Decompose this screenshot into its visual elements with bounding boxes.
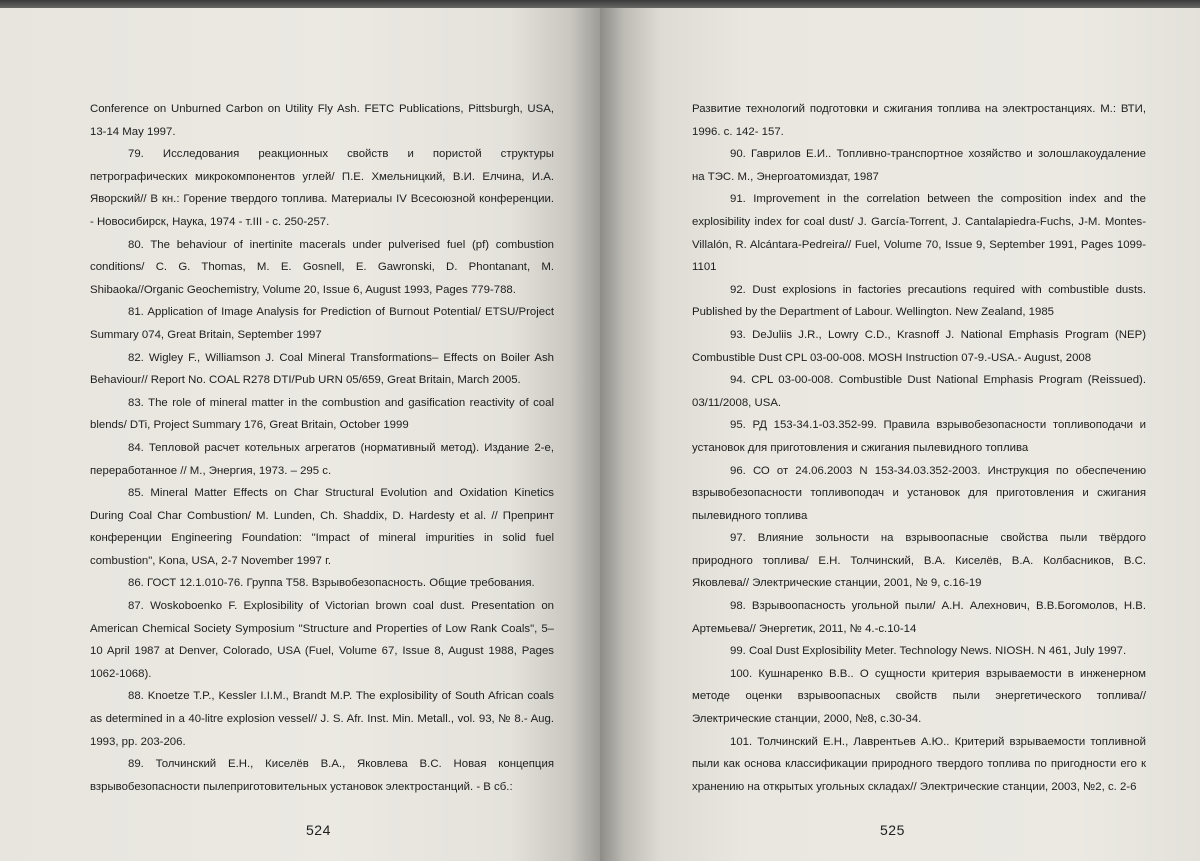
reference-85: 85. Mineral Matter Effects on Char Structural Evolution and Oxidation Kinetics During Coal Char Combustion/ M. Lunden, Ch. Shaddix, D. Hardesty et al. // Препринт конференции Engineering Foundation: "Impact of mineral impurities in solid fuel combustion", Kona, USA, 2-7 November 1997 г. (90, 482, 554, 572)
page-number: 525 (880, 822, 905, 838)
reference-100: 100. Кушнаренко В.В.. О сущности критерия взрываемости в инженерном методе оценки взрывоопасных свойств пыли энергетического топлива// Электрические станции, 2000, №8, с.30-34. (692, 663, 1146, 731)
reference-92: 92. Dust explosions in factories precautions required with combustible dusts. Published by the Department of Labour. Wellington. New Zealand, 1985 (692, 279, 1146, 324)
reference-93: 93. DeJuliis J.R., Lowry C.D., Krasnoff J. National Emphasis Program (NEP) Combustible Dust CPL 03-00-008. MOSH Instruction 07-9.-USA.- August, 2008 (692, 324, 1146, 369)
reference-95: 95. РД 153-34.1-03.352-99. Правила взрывобезопасности топливоподачи и установок для приготовления и сжигания пылевидного топлива (692, 414, 1146, 459)
reference-94: 94. CPL 03-00-008. Combustible Dust National Emphasis Program (Reissued). 03/11/2008, USA. (692, 369, 1146, 414)
reference-96: 96. СО от 24.06.2003 N 153-34.03.352-2003. Инструкция по обеспечению взрывобезопасности топливоподач и установок для приготовления и сжигания пылевидного топлива (692, 460, 1146, 528)
reference-88: 88. Knoetze T.P., Kessler I.I.M., Brandt M.P. The explosibility of South African coals as determined in a 40-litre explosion vessel// J. S. Afr. Inst. Min. Metall., vol. 93, № 8.- Aug. 1993, pp. 203-206. (90, 685, 554, 753)
right-page-text (692, 98, 1146, 798)
reference-continuation: Развитие технологий подготовки и сжигания топлива на электростанциях. М.: ВТИ, 1996. с. 142- 157. (692, 98, 1146, 143)
reference-99: 99. Coal Dust Explosibility Meter. Technology News. NIOSH. N 461, July 1997. (692, 640, 1146, 663)
reference-80: 80. The behaviour of inertinite macerals under pulverised fuel (pf) combustion conditions/ C. G. Thomas, M. E. Gosnell, E. Gawronski, D. Phontanant, M. Shibaoka//Organic Geochemistry, Volume 20, Issue 6, August 1993, Pages 779-788. (90, 234, 554, 302)
reference-101: 101. Толчинский Е.Н., Лаврентьев А.Ю.. Критерий взрываемости топливной пыли как основа классификации природного твердого топлива по пригодности его к хранению на открытых угольных складах// Электрические станции, 2003, №2, с. 2-6 (692, 731, 1146, 799)
reference-97: 97. Влияние зольности на взрывоопасные свойства пыли твёрдого природного топлива/ Е.Н. Толчинский, В.А. Киселёв, В.А. Колбасников, В.С. Яковлева// Электрические станции, 2001, № 9, с.16-19 (692, 527, 1146, 595)
left-page (0, 8, 600, 861)
reference-continuation: Conference on Unburned Carbon on Utility Fly Ash. FETC Publications, Pittsburgh, USA, 13-14 May 1997. (90, 98, 554, 143)
reference-98: 98. Взрывоопасность угольной пыли/ А.Н. Алехнович, В.В.Богомолов, Н.В. Артемьева// Энергетик, 2011, № 4.-с.10-14 (692, 595, 1146, 640)
reference-81: 81. Application of Image Analysis for Prediction of Burnout Potential/ ETSU/Project Summary 074, Great Britain, September 1997 (90, 301, 554, 346)
reference-82: 82. Wigley F., Williamson J. Coal Mineral Transformations– Effects on Boiler Ash Behaviour// Report No. COAL R278 DTI/Pub URN 05/659, Great Britain, March 2005. (90, 347, 554, 392)
reference-86: 86. ГОСТ 12.1.010-76. Группа Т58. Взрывобезопасность. Общие требования. (90, 572, 554, 595)
reference-84: 84. Тепловой расчет котельных агрегатов (нормативный метод). Издание 2-е, переработанное // М., Энергия, 1973. – 295 с. (90, 437, 554, 482)
reference-83: 83. The role of mineral matter in the combustion and gasification reactivity of coal blends/ DTi, Project Summary 176, Great Britain, October 1999 (90, 392, 554, 437)
reference-87: 87. Woskoboenko F. Explosibility of Victorian brown coal dust. Presentation on American Chemical Society Symposium "Structure and Properties of Low Rank Coals", 5–10 April 1987 at Denver, Colorado, USA (Fuel, Volume 67, Issue 8, August 1988, Pages 1062-1068). (90, 595, 554, 685)
reference-90: 90. Гаврилов Е.И.. Топливно-транспортное хозяйство и золошлакоудаление на ТЭС. М., Энергоатомиздат, 1987 (692, 143, 1146, 188)
reference-89: 89. Толчинский Е.Н., Киселёв В.А., Яковлева В.С. Новая концепция взрывобезопасности пылеприготовительных установок электростанций. - В сб.: (90, 753, 554, 798)
reference-91: 91. Improvement in the correlation between the composition index and the explosibility index for coal dust/ J. García-Torrent, J. Cantalapiedra-Fuchs, J-M. Montes-Villalón, R. Alcántara-Pedreira// Fuel, Volume 70, Issue 9, September 1991, Pages 1099-1101 (692, 188, 1146, 278)
reference-79: 79. Исследования реакционных свойств и пористой структуры петрографических микрокомпонентов углей/ П.Е. Хмельницкий, В.И. Елчина, И.А. Яворский// В кн.: Горение твердого топлива. Материалы IV Всесоюзной конференции. - Новосибирск, Наука, 1974 - т.III - с. 250-257. (90, 143, 554, 233)
left-page-text (90, 98, 554, 798)
page-number: 524 (306, 822, 331, 838)
right-page (600, 8, 1200, 861)
